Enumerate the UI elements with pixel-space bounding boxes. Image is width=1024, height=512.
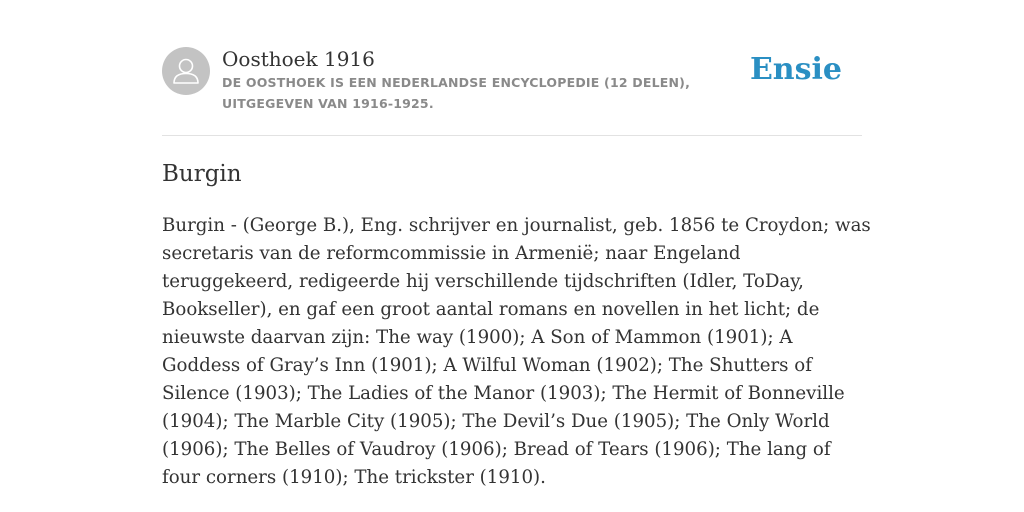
source-title[interactable]: Oosthoek 1916 bbox=[222, 47, 375, 71]
ensie-logo[interactable]: Ensie bbox=[749, 52, 842, 87]
entry-body: Burgin - (George B.), Eng. schrijver en journalist, geb. 1856 te Croydon; was secretaris van de reformcommissie in Armenië; naar Engeland teruggekeerd, redigeerde hij verschillende tijdschriften (Idler, ToDay, Bookseller), en gaf een groot aantal romans en novellen in het licht; de nieuwste daarvan zijn: The way (1900); A Son of Mammon (1901); A Goddess of Gray’s Inn (1901); A Wilful Woman (1902); The Shutters of Silence (1903); The Ladies of the Manor (1903); The Hermit of Bonneville (1904); The Marble City (1905); The Devil’s Due (1905); The Only World (1906); The Belles of Vaudroy (1906); Bread of Tears (1906); The lang of four corners (1910); The trickster (1910). bbox=[162, 215, 871, 488]
user-silhouette-icon bbox=[162, 47, 210, 95]
header-divider bbox=[162, 135, 862, 136]
entry-title: Burgin bbox=[162, 161, 242, 187]
source-description: DE OOSTHOEK IS EEN NEDERLANDSE ENCYCLOPEDIE (12 DELEN), UITGEGEVEN VAN 1916-1925. bbox=[222, 75, 691, 111]
source-avatar[interactable] bbox=[162, 47, 210, 95]
source-header bbox=[162, 46, 862, 116]
